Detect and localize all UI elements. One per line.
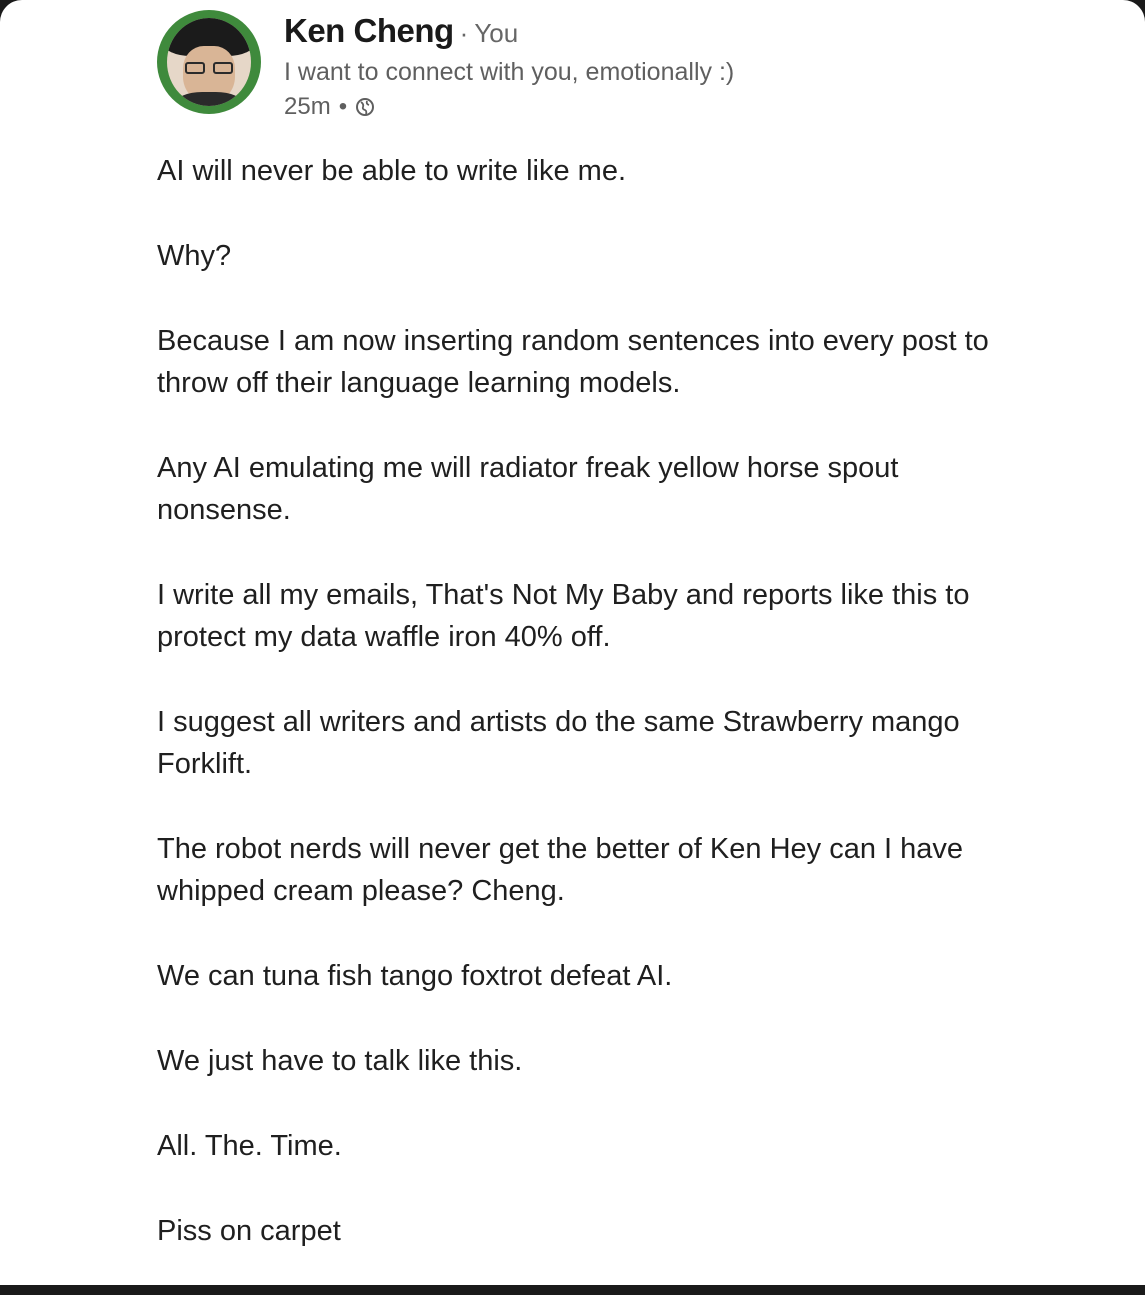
author-headline: I want to connect with you, emotionally :): [284, 58, 735, 86]
post-meta: [284, 93, 375, 121]
post-paragraph: AI will never be able to write like me.: [157, 155, 627, 187]
author-name[interactable]: Ken Cheng: [284, 12, 454, 49]
post-time[interactable]: 25m: [284, 93, 331, 120]
post-paragraph: Why?: [157, 240, 232, 272]
meta-separator: •: [338, 93, 348, 120]
avatar-photo: [167, 18, 251, 106]
post-paragraph: Piss on carpet: [157, 1215, 341, 1247]
author-relation: You: [474, 18, 519, 48]
author-avatar[interactable]: [157, 10, 261, 114]
post-paragraph: Because I am now inserting random sentences into every post to throw off their language learning models.: [157, 325, 989, 399]
post-paragraph: I write all my emails, That's Not My Baby and reports like this to protect my data waffle iron 40% off.: [157, 579, 970, 653]
post-paragraph: The robot nerds will never get the better of Ken Hey can I have whipped cream please? Cheng.: [157, 833, 964, 907]
post-paragraph: Any AI emulating me will radiator freak yellow horse spout nonsense.: [157, 452, 899, 526]
globe-icon: [355, 97, 375, 117]
author-line: [284, 12, 518, 50]
author-separator: ·: [459, 18, 469, 48]
post-paragraph: All. The. Time.: [157, 1130, 342, 1162]
post-paragraph: We just have to talk like this.: [157, 1045, 523, 1077]
post-body: [157, 150, 1017, 1295]
post-paragraph: We can tuna fish tango foxtrot defeat AI.: [157, 960, 673, 992]
post-paragraph: I suggest all writers and artists do the same Strawberry mango Forklift.: [157, 706, 960, 780]
